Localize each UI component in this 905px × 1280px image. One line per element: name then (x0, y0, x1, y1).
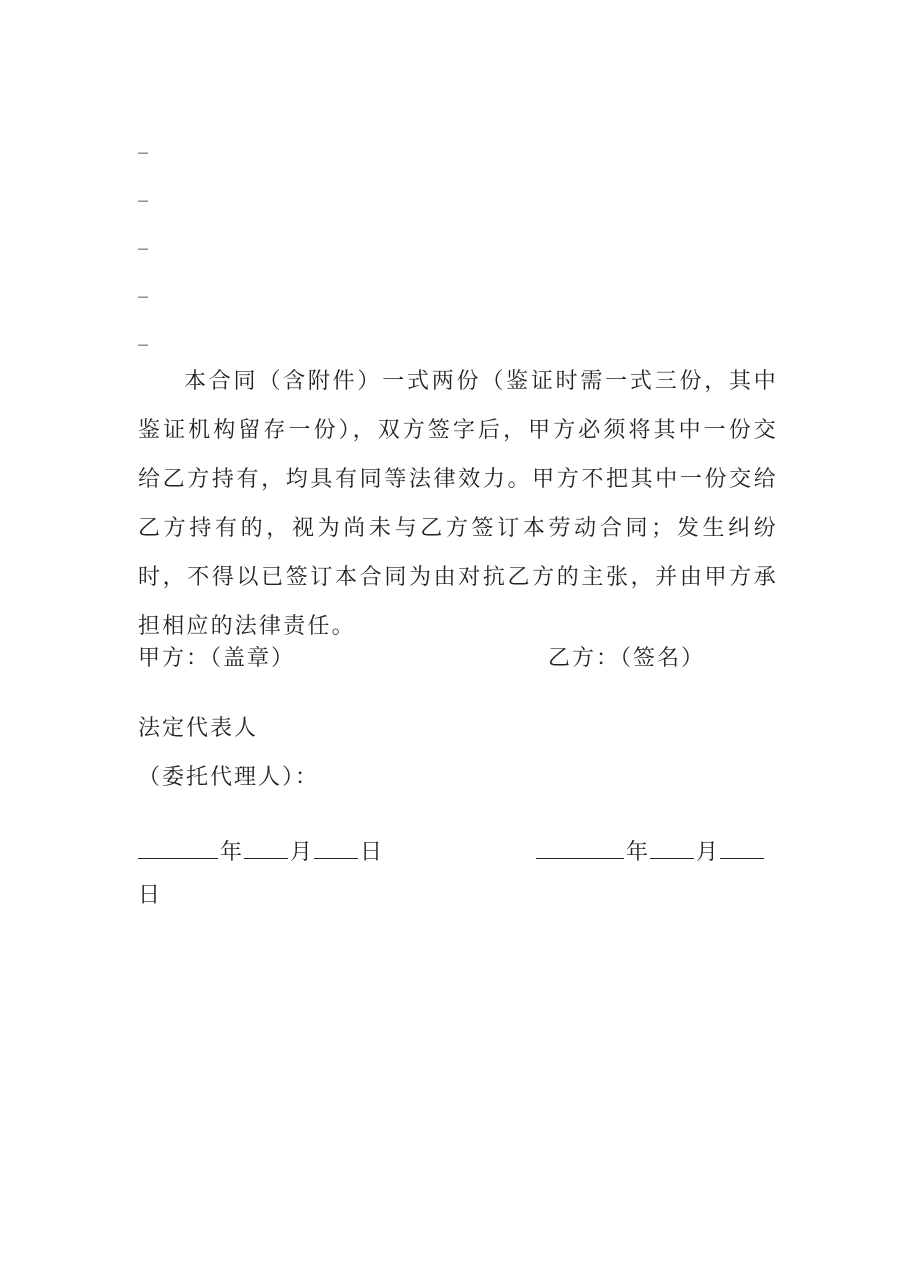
year-blank[interactable] (536, 834, 624, 859)
day-blank[interactable] (720, 834, 764, 859)
day-blank[interactable] (314, 834, 358, 859)
dash-list (138, 128, 148, 368)
legal-representative-label: 法定代表人 (138, 716, 259, 741)
dash-item: _ (138, 130, 148, 154)
party-b-day-label: 日 (138, 883, 161, 908)
year-label: 年 (626, 840, 649, 865)
month-label: 月 (290, 840, 313, 865)
dash-item: _ (138, 226, 148, 250)
month-label: 月 (696, 840, 719, 865)
party-a-signature-label: 甲方：（盖章） (138, 646, 296, 671)
authorized-agent-label: （委托代理人）： (138, 765, 320, 790)
dash-item: _ (138, 274, 148, 298)
day-label: 日 (360, 840, 383, 865)
month-blank[interactable] (244, 834, 288, 859)
dash-item: _ (138, 322, 148, 346)
party-b-date-line (536, 834, 764, 869)
party-a-date-line (138, 834, 384, 869)
contract-copies-paragraph: 本合同（含附件）一式两份（鉴证时需一式三份，其中鉴证机构留存一份），双方签字后，甲方必须将其中一份交给乙方持有，均具有同等法律效力。甲方不把其中一份交给乙方持有的，视为尚未与乙方签订本劳动合同；发生纠纷时，不得以已签订本合同为由对抗乙方的主张，并由甲方承担相应的法律责任。 (138, 369, 778, 639)
year-label: 年 (220, 840, 243, 865)
party-b-signature-label: 乙方：（签名） (548, 646, 706, 671)
year-blank[interactable] (138, 834, 218, 859)
dash-item: _ (138, 178, 148, 202)
month-blank[interactable] (650, 834, 694, 859)
